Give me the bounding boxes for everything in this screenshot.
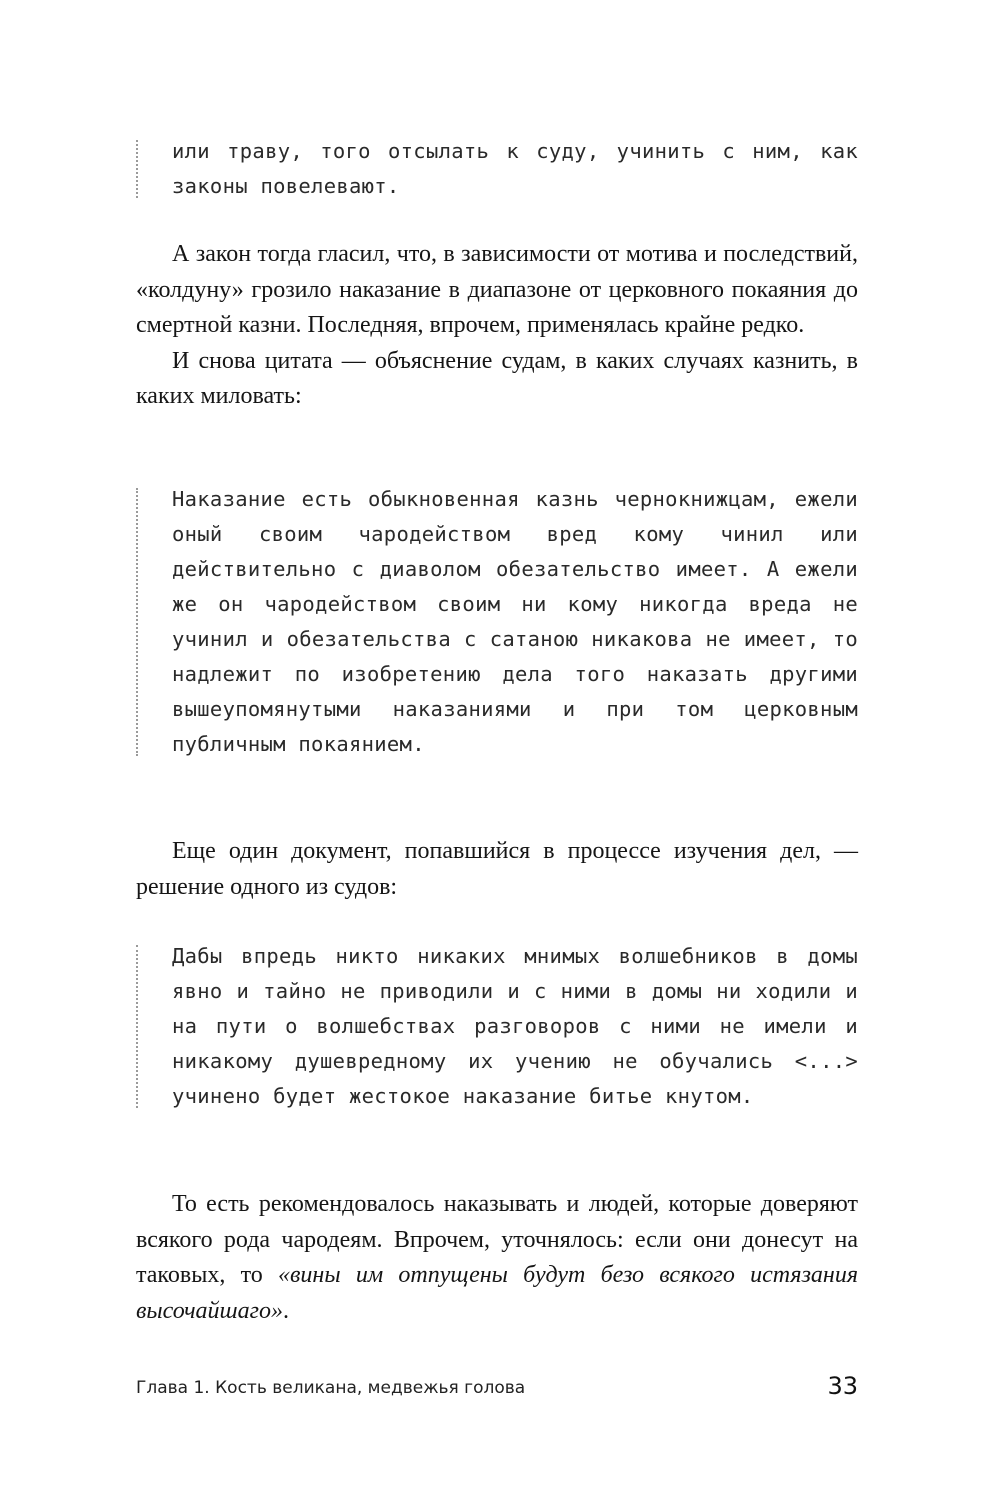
paragraph-4-italic-quote: «вины им отпущены будут безо всякого истязания высочайшаго» xyxy=(136,1262,858,1324)
page-number: 33 xyxy=(827,1372,858,1400)
running-footer-chapter: Глава 1. Кость великана, медвежья голова xyxy=(136,1378,526,1398)
paragraph-4-regular: То есть рекомендовалось наказывать и людей, которые доверяют всякого рода чародеям. Впрочем, уточнялось: если они донесут на таковых, то xyxy=(136,1191,858,1288)
quote-block-2 xyxy=(136,482,858,762)
paragraph-2: И снова цитата — объяснение судам, в каких случаях казнить, в каких миловать: xyxy=(136,347,858,409)
body-text-block-1 xyxy=(136,237,858,415)
quote-3-text: Дабы впредь никто никаких мнимых волшебников в домы явно и тайно не приводили и с ними в домы ни ходили и на пути о волшебствах разговоров с ними не имели и никакому душевредному их учению не обучались <...> учинено будет жестокое наказание битье кнутом. xyxy=(172,944,858,1108)
paragraph-4-end: . xyxy=(283,1297,290,1324)
quote-block-3 xyxy=(136,939,858,1114)
paragraph-4 xyxy=(136,1187,858,1329)
paragraph-1: А закон тогда гласил, что, в зависимости от мотива и последствий, «колдуну» грозило наказание в диапазоне от церковного покаяния до смертной казни. Последняя, впрочем, применялась крайне редко. xyxy=(136,241,858,338)
body-text-block-2 xyxy=(136,834,858,905)
quote-2-text: Наказание есть обыкновенная казнь чернокнижцам, ежели оный своим чародейством вред кому чинил или действительно с диаволом обезательство имеет. А ежели же он чародейством своим ни кому никогда вреда не учинил и обезательства с сатаною никакова не имеет, то надлежит по изобретению дела того наказать другими вышеупомянутыми наказаниями и при том церковным публичным покаянием. xyxy=(172,487,858,756)
paragraph-3: Еще один документ, попавшийся в процессе изучения дел, — решение одного из судов: xyxy=(136,838,858,900)
quote-1-text: или траву, того отсылать к суду, учинить с ним, как законы повелевают. xyxy=(172,139,858,198)
quote-block-1 xyxy=(136,134,858,204)
body-text-block-3 xyxy=(136,1187,858,1329)
